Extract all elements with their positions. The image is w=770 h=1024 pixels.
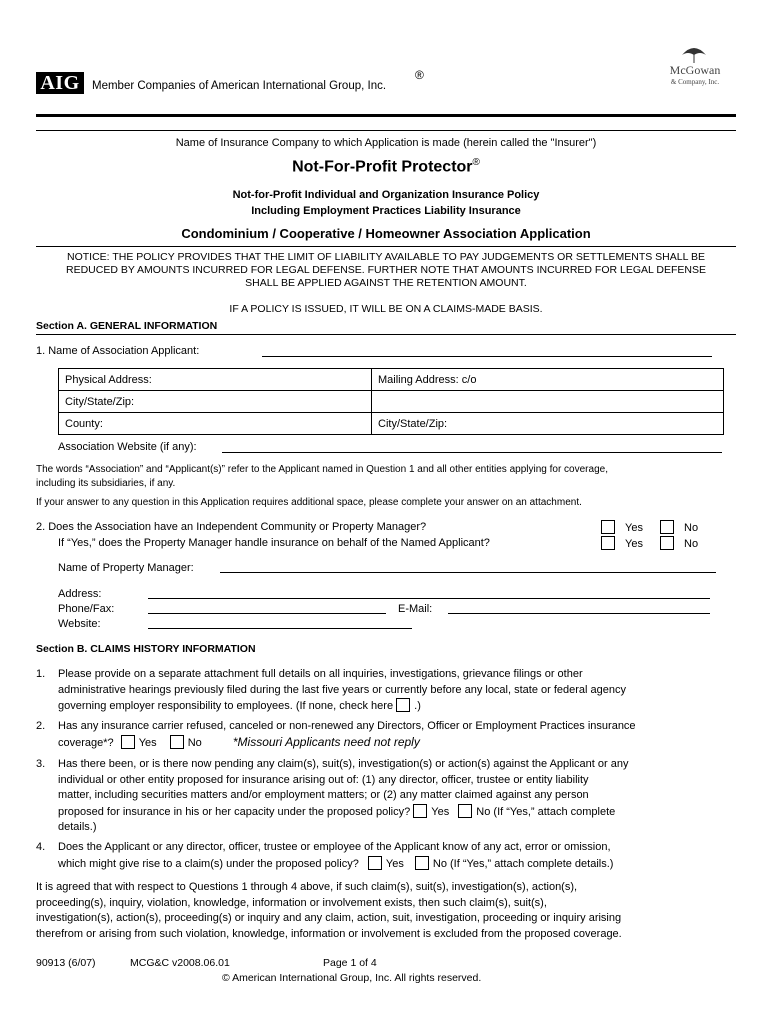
b-q3-no-label: No (If “Yes,” attach complete [476,805,616,818]
q2b-answers [601,536,698,552]
q2b-no-checkbox[interactable] [660,536,674,550]
notice-line-1: NOTICE: THE POLICY PROVIDES THAT THE LIMIT OF LIABILITY AVAILABLE TO PAY JUDGEMENTS OR SETTLEMENTS SHALL BE [67,251,705,263]
b-q1-line-3a: governing employer responsibility to employees. (If none, check here [58,699,394,712]
county-field[interactable] [59,413,372,435]
b-q3-no-checkbox[interactable] [458,804,472,818]
q1-label: 1. Name of Association Applicant: [36,345,200,357]
b-q2-text [58,719,734,751]
b-q1-text [58,667,734,714]
notice-line-2: REDUCED BY AMOUNTS INCURRED FOR LEGAL DEFENSE. FURTHER NOTE THAT AMOUNTS INCURRED FOR LEGAL DEFENSE [65,264,706,276]
b-q4-no-label: No (If “Yes,” attach complete details.) [432,857,614,870]
agreed-line-1: It is agreed that with respect to Questions 1 through 4 above, if such claim(s), suit(s), investigation(s), action(s), [36,881,578,893]
address-table [58,368,724,435]
b-q2-yes-checkbox[interactable] [121,735,135,749]
website-field[interactable] [222,452,722,453]
agreed-line-2: proceeding(s), inquiry, violation, knowledge, information or involvement exists, then such claim(s), suit(s), [36,896,547,909]
q2a-no-label: No [684,521,699,534]
missouri-note: *Missouri Applicants need not reply [232,734,420,749]
mailing-blank-field[interactable] [372,391,724,413]
county-label: County: [65,417,103,430]
mcgowan-logo [655,45,735,86]
b-q3-yes-checkbox[interactable] [413,804,427,818]
b-q4-yes-checkbox[interactable] [368,856,382,870]
b-q3-line-2: individual or other entity proposed for insurance arising out of: (1) any director, officer, trustee or entity liability [58,773,589,786]
b-q2-num: 2. [36,720,46,732]
b-q2-no-label: No [187,736,202,749]
b-q3-line-5: details.) [58,820,97,833]
b-q2-no-checkbox[interactable] [170,735,184,749]
q2a-text: 2. Does the Association have an Independent Community or Property Manager? [36,521,427,533]
header-rule-thin [36,130,736,131]
q2b-yes-label: Yes [625,537,643,550]
mailing-address-label: Mailing Address: c/o [378,373,477,386]
q2a-no-checkbox[interactable] [660,520,674,534]
section-a-rule [36,334,736,335]
q2a-yes-checkbox[interactable] [601,520,615,534]
b-q4-no-checkbox[interactable] [415,856,429,870]
registered-mark: ® [415,68,424,82]
b-q2-yes-label: Yes [138,736,157,749]
aig-logo: AIG [36,72,84,94]
b-q4-line-1: Does the Applicant or any director, officer, trustee or employee of the Applicant know of any act, error or omission, [58,841,611,853]
mailing-address-field[interactable] [372,369,724,391]
pm-phone-label: Phone/Fax: [58,603,115,615]
b-q4-yes-label: Yes [385,857,404,870]
words-line-2: including its subsidiaries, if any. [36,478,176,489]
agreed-line-3: investigation(s), action(s), proceeding(s) or inquiry and any claim, action, suit, investigation, proceeding or inquiry arising [36,912,622,924]
pm-email-field[interactable] [448,613,710,614]
b-q4-text [58,840,734,872]
claims-made-notice: IF A POLICY IS ISSUED, IT WILL BE ON A CLAIMS-MADE BASIS. [229,303,543,315]
b-q2-line-1: Has any insurance carrier refused, canceled or non-renewed any Directors, Officer or Employment Practices insurance [58,720,636,732]
mailing-city-field[interactable] [372,413,724,435]
pm-website-label: Website: [58,618,101,630]
b-q2-coverage: coverage*? [58,736,114,749]
physical-address-field[interactable] [59,369,372,391]
pm-website-field[interactable] [148,628,412,629]
form-version: MCG&C v2008.06.01 [130,957,230,969]
title-text: Not-For-Profit Protector [292,158,473,176]
b-q3-line-4a: proposed for insurance in his or her capacity under the proposed policy? [58,805,411,818]
b-q1-line-1: Please provide on a separate attachment full details on all inquiries, investigations, grievance filings or other [58,668,583,680]
pm-phone-field[interactable] [148,613,386,614]
q2b-no-label: No [684,537,699,550]
section-b-heading: Section B. CLAIMS HISTORY INFORMATION [36,643,256,655]
words-line-1: The words “Association” and “Applicant(s)” refer to the Applicant named in Question 1 and all other entities applying for coverage, [36,464,608,475]
physical-address-label: Physical Address: [65,373,152,386]
b-q3-line-4 [58,804,734,820]
b-q3-yes-label: Yes [431,805,450,818]
copyright: © American International Group, Inc. All rights reserved. [222,972,482,984]
b-q4-line-2 [58,856,734,872]
q2b-text: If “Yes,” does the Property Manager handle insurance on behalf of the Named Applicant? [58,537,490,549]
notice-block [36,251,736,290]
mailing-city-label: City/State/Zip: [378,417,448,430]
form-number: 90913 (6/07) [36,957,96,969]
pm-name-label: Name of Property Manager: [58,562,194,574]
b-q3-line-3: matter, including securities matters and/or employment matters; or (2) any matter claimed against any person [58,789,589,801]
notice-rule [36,246,736,247]
title-reg: ® [472,157,480,168]
agreement-paragraph [36,880,734,942]
pm-address-label: Address: [58,588,102,600]
partner-sub: & Company, Inc. [670,78,720,86]
b-q1-none-checkbox[interactable] [396,698,410,712]
b-q2-line-2 [58,735,734,752]
b-q3-text [58,757,734,835]
physical-city-label: City/State/Zip: [65,395,135,408]
q2b-yes-checkbox[interactable] [601,536,615,550]
association-name-field[interactable] [262,356,712,357]
physical-city-field[interactable] [59,391,372,413]
umbrella-icon [681,45,707,65]
agreed-line-4: therefrom or arising from such violation, knowledge, information or involvement is excluded from the proposed coverage. [36,927,622,940]
section-a-heading: Section A. GENERAL INFORMATION [36,320,218,332]
b-q1-line-3 [58,698,734,714]
q2a-yes-label: Yes [625,521,643,534]
member-companies-text: Member Companies of American International Group, Inc. [92,80,387,92]
b-q1-line-3b: .) [414,699,421,712]
subtitle-2: Including Employment Practices Liability Insurance [251,205,521,217]
b-q1-line-2: administrative hearings previously filed during the last five years or currently before any local, state or federal agency [58,683,627,696]
attachment-note: If your answer to any question in this Application requires additional space, please complete your answer on an attachment. [36,497,582,508]
header-rule-thick [36,114,736,117]
b-q3-num: 3. [36,758,46,770]
insurer-line: Name of Insurance Company to which Application is made (herein called the "Insurer") [175,137,597,149]
pm-email-label: E-Mail: [398,603,433,615]
page-title [36,157,736,176]
pm-address-field[interactable] [148,598,710,599]
b-q4-num: 4. [36,841,46,853]
words-definition [36,463,736,491]
partner-name: McGowan [669,63,721,77]
q2a-answers [601,520,698,536]
pm-name-field[interactable] [220,572,716,573]
page-number: Page 1 of 4 [323,957,377,969]
application-title: Condominium / Cooperative / Homeowner Association Application [181,226,591,241]
website-label: Association Website (if any): [58,441,197,453]
b-q4-line-2a: which might give rise to a claim(s) under the proposed policy? [58,857,359,870]
b-q1-num: 1. [36,668,46,680]
notice-line-3: SHALL BE APPLIED AGAINST THE RETENTION AMOUNT. [245,277,527,289]
b-q3-line-1: Has there been, or is there now pending any claim(s), suit(s), investigation(s) or action(s) against the Applicant or any [58,758,629,770]
subtitle-1: Not-for-Profit Individual and Organization Insurance Policy [232,189,540,201]
